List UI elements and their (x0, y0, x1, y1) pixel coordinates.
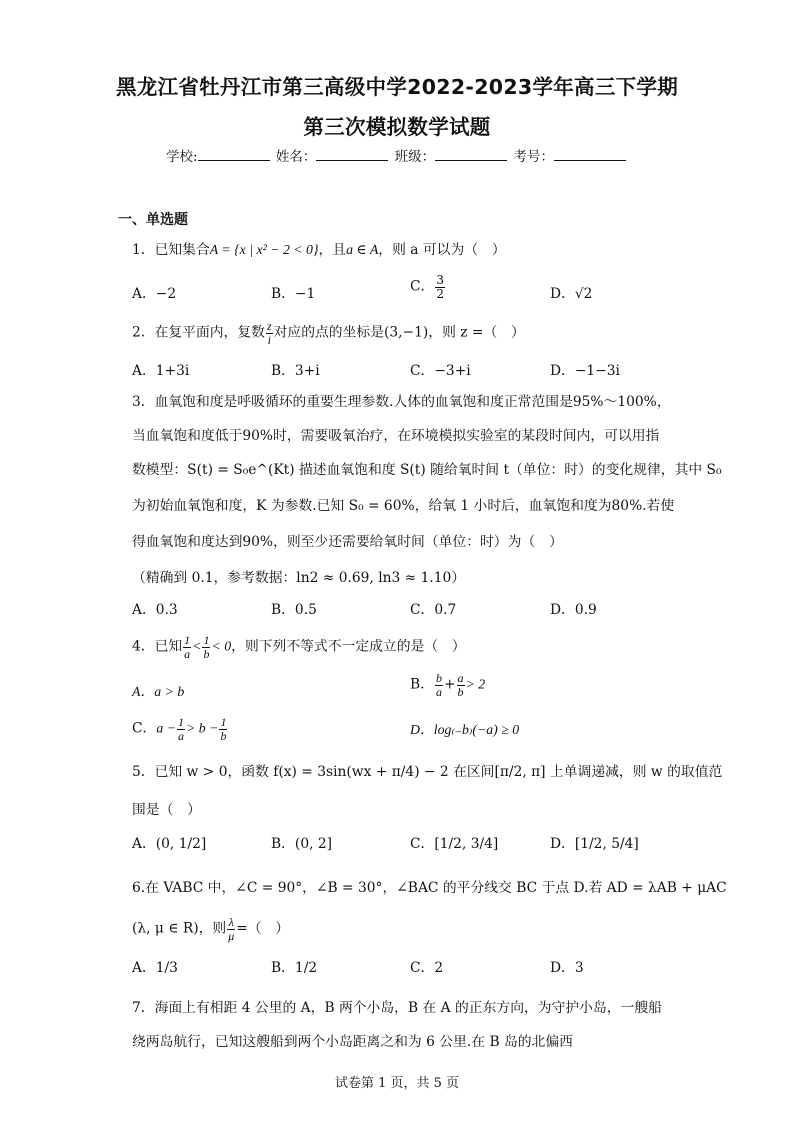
q1-option-a: A．−2 (132, 286, 177, 302)
q1-mid: ，且 (318, 242, 347, 258)
q5-part-a: 5．已知 w > 0，函数 f(x) = 3sin (132, 764, 347, 780)
q4-c-label: C． (132, 720, 157, 737)
q6-option-d: D．3 (550, 960, 584, 976)
q3-option-a: A．0.3 (132, 602, 178, 618)
q1-prefix: 1．已知集合 (132, 242, 210, 258)
name-blank (316, 148, 388, 161)
q6-line-2 (132, 916, 289, 942)
q4-option-d: D．log₍₋b₎(−a) ≥ 0 (410, 722, 520, 737)
title-line-1: 黑龙江省牡丹江市第三高级中学2022-2023学年高三下学期 (115, 75, 679, 99)
q4-tail: ，则下列不等式不一定成立的是（ ） (231, 638, 466, 655)
q3-line-3: 数模型：S(t) = S₀e^(Kt) 描述血氧饱和度 S(t) 随给氧时间 t（单位：时）的变化规律，其中 S₀ (132, 462, 722, 478)
q4-b-tail: > 2 (465, 676, 486, 692)
q1-option-b: B．−1 (271, 286, 316, 302)
class-blank (435, 148, 507, 161)
q1-option-d: D．√2 (550, 286, 593, 302)
q3-line-6: （精确到 0.1，参考数据：ln2 ≈ 0.69, ln3 ≈ 1.10） (132, 570, 466, 586)
q6-option-c: C．2 (410, 960, 444, 976)
q6-part-a: (λ, μ ∈ R)，则 (132, 920, 227, 937)
q5-option-a: A．(0, 1/2] (132, 836, 207, 852)
q3-option-c: C．0.7 (410, 602, 457, 618)
number-label: 考号： (513, 149, 554, 165)
q5-part-b: (wx + π/4) − 2 在区间 (346, 764, 495, 780)
q2-den: i (267, 332, 271, 347)
q2-tail: 对应的点的坐标是(3,−1)，则 z =（ ） (273, 324, 525, 341)
q3-line-1: 3．血氧饱和度是呼吸循环的重要生理参数.人体的血氧饱和度正常范围是95%～100%， (132, 394, 671, 410)
q5-option-c: C．[1/2, 3/4] (410, 836, 499, 852)
q1-option-c (410, 274, 446, 300)
q4-frac-a: $\frac{1}{a}$ (184, 633, 191, 661)
q4-option-c: C．a − $\frac{1}{a}$ > b − $\frac{1}{b}$ (132, 715, 227, 743)
q1-c-den: 2 (436, 286, 444, 301)
class-label: 班级： (394, 149, 436, 165)
page-footer: 试卷第 1 页，共 5 页 (334, 1076, 460, 1091)
q4-frac-b: $\frac{1}{b}$ (203, 633, 210, 661)
q5-line-2: 围是（ ） (132, 802, 201, 818)
name-label: 姓名： (275, 149, 317, 165)
q4-b-label: B． (410, 676, 434, 693)
q4-option-a: A．a > b (132, 684, 185, 699)
question-2 (132, 320, 525, 346)
q4-option-b: B． $\frac{b}{a}$ + $\frac{a}{b}$ > 2 (410, 671, 486, 699)
q3-line-4: 为初始血氧饱和度，K 为参数.已知 S₀ = 60%，给氧 1 小时后，血氧饱和度为80%.若使 (132, 498, 675, 514)
question-1 (132, 238, 506, 258)
q2-num: z (266, 319, 272, 333)
q2-prefix: 2．在复平面内，复数 (132, 324, 265, 341)
q1-option-c-fraction (435, 274, 445, 300)
q3-line-5: 得血氧饱和度达到90%，则至少还需要给氧时间（单位：时）为（ ） (132, 534, 563, 550)
q1-set: A = {x | x² − 2 < 0} (209, 242, 319, 257)
q1-tail: ，则 a 可以为（ ） (378, 242, 506, 258)
q6-fraction: $\frac{\lambda}{\mu}$ (228, 915, 235, 943)
q1-option-c-label: C． (410, 278, 435, 295)
q1-cond: a ∈ A (346, 242, 379, 257)
q3-option-b: B．0.5 (271, 602, 317, 618)
q2-option-a: A．1+3i (132, 363, 190, 379)
q2-fraction (266, 320, 273, 346)
q2-option-b: B．3+i (271, 363, 320, 379)
q5-option-d: D．[1/2, 5/4] (550, 836, 639, 852)
q3-line-2: 当血氧饱和度低于90%时，需要吸氧治疗，在环境模拟实验室的某段时间内，可以用指 (132, 428, 660, 444)
section-heading: 一、单选题 (118, 212, 188, 228)
number-blank (554, 148, 626, 161)
q1-c-num: 3 (436, 273, 444, 287)
school-blank (198, 148, 270, 161)
question-5 (132, 760, 722, 780)
q5-option-b: B．(0, 2] (271, 836, 333, 852)
question-4: 4．已知 $\frac{1}{a}$ < $\frac{1}{b}$ < 0，则下列不等式不一定成立的是（ ） (132, 633, 466, 661)
title-line-2: 第三次模拟数学试题 (303, 115, 491, 139)
q7-line-2: 绕两岛航行，已知这艘船到两个小岛距离之和为 6 公里.在 B 岛的北偏西 (132, 1034, 573, 1050)
q7-line-1: 7．海面上有相距 4 公里的 A，B 两个小岛，B 在 A 的正东方向，为守护小岛，一艘船 (132, 1000, 662, 1016)
q6-line-1: 6.在 VABC 中，∠C = 90°，∠B = 30°，∠BAC 的平分线交 BC 于点 D.若 AD = λAB + μAC (132, 880, 727, 896)
student-info-row (0, 145, 794, 165)
q2-option-c: C．−3+i (410, 363, 471, 379)
q6-option-b: B．1/2 (271, 960, 318, 976)
q6-option-a: A．1/3 (132, 960, 178, 976)
q4-prefix: 4．已知 (132, 638, 183, 655)
q6-part-b: =（ ） (236, 920, 290, 937)
school-label: 学校: (166, 149, 198, 165)
q3-option-d: D．0.9 (550, 602, 597, 618)
q2-option-d: D．−1−3i (550, 363, 620, 379)
q5-part-c: [π/2, π] 上单调递减，则 w 的取值范 (494, 764, 723, 780)
